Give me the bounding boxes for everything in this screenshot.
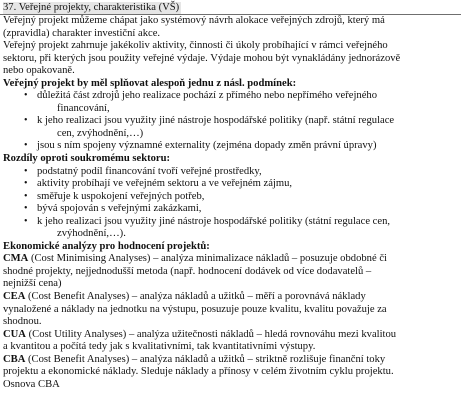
section-title: 37. Veřejné projekty, charakteristika (VŠ) <box>3 2 180 13</box>
list-item: • k jeho realizaci jsou využity jiné nástroje hospodářské politiky (např. státní regulace cen, zvýhodnění,…) <box>24 115 395 139</box>
bullet-icon: • <box>24 203 28 215</box>
criteria-list <box>3 90 461 153</box>
differences-list <box>3 166 461 241</box>
analysis-abbr: CMA <box>3 253 29 265</box>
analysis-cma: CMA (Cost Minimising Analyses) – analýza minimalizace nákladů – posuzuje obdobné či shodné projekty, nejjednodušší metoda (např. hodnocení dodávek od více dodavatelů – nejnižší cena) <box>3 253 387 290</box>
footer-line: Osnova CBA <box>3 378 60 390</box>
criteria-heading: Veřejný projekt by měl splňovat alespoň jednu z násl. podmínek: <box>3 77 297 89</box>
analysis-cea: CEA (Cost Benefit Analyses) – analýza nákladů a užitků – měří a porovnává náklady vynaložené a náklady na jednotku na výstupu, posuzuje pouze kvalitu, kvalitu považuje za shodnou. <box>3 291 387 328</box>
list-item: • směřuje k uspokojení veřejných potřeb, <box>24 190 205 202</box>
analysis-abbr: CEA <box>3 291 26 303</box>
bullet-icon: • <box>24 215 28 227</box>
list-item: • bývá spojován s veřejnými zakázkami, <box>24 203 202 215</box>
analysis-abbr: CBA <box>3 353 26 365</box>
analysis-cba: CBA (Cost Benefit Analyses) – analýza nákladů a užitků – striktně rozlišuje finanční toky projektu a ekonomické náklady. Sleduje náklady a přínosy v celém životním cyklu projektu. <box>3 353 394 378</box>
list-item: • jsou s ním spojeny významné externality (zejména dopady změn právní úpravy) <box>24 140 377 152</box>
list-item: • důležitá část zdrojů jeho realizace pochází z přímého nebo nepřímého veřejného financování, <box>24 90 378 114</box>
section-title-bar <box>3 2 461 15</box>
analyses-heading: Ekonomické analýzy pro hodnocení projektů: <box>3 240 210 252</box>
bullet-icon: • <box>24 115 28 127</box>
intro-paragraph-1: Veřejný projekt můžeme chápat jako systémový návrh alokace veřejných zdrojů, který má (zpravidla) charakter investiční akce. <box>3 15 385 39</box>
analysis-cua: CUA (Cost Utility Analyses) – analýza užitečnosti nákladů – hledá rovnováhu mezi kvalitou a kvantitou a počítá tedy jak s kvalitativními, tak kvantitativními výstupy. <box>3 328 397 353</box>
list-item: • podstatný podíl financování tvoří veřejné prostředky, <box>24 165 262 177</box>
bullet-icon: • <box>24 140 28 152</box>
bullet-icon: • <box>24 90 28 102</box>
intro-paragraph-2: Veřejný projekt zahrnuje jakékoliv aktivity, činnosti či úkoly probíhající v rámci veřejného sektoru, při kterých jsou použity veřejné výdaje. Výdaje mohou být vynakládány jednorázově nebo opakovaně. <box>3 40 401 77</box>
bullet-icon: • <box>24 178 28 190</box>
bullet-icon: • <box>24 165 28 177</box>
analysis-abbr: CUA <box>3 328 26 340</box>
bullet-icon: • <box>24 190 28 202</box>
differences-heading: Rozdíly oproti soukromému sektoru: <box>3 153 171 165</box>
list-item: • aktivity probíhají ve veřejném sektoru a ve veřejném zájmu, <box>24 178 293 190</box>
list-item: • k jeho realizaci jsou využity jiné nástroje hospodářské politiky (státní regulace cen, zvýhodnění,…). <box>24 215 391 240</box>
title-underline <box>0 14 461 15</box>
